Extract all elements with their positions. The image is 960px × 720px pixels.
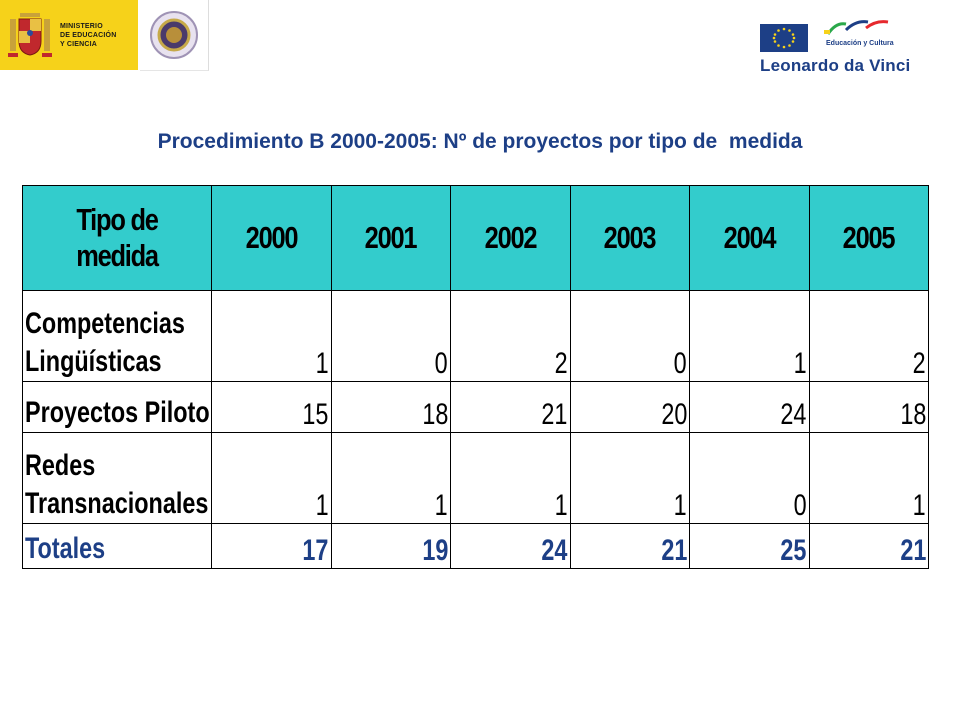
- table-row: [23, 291, 929, 382]
- page-title: Procedimiento B 2000-2005: Nº de proyectos por tipo de medida: [157, 130, 803, 153]
- table-cell: 15: [212, 382, 332, 433]
- table-cell: 20: [570, 382, 690, 433]
- table-cell: 18: [331, 382, 451, 433]
- total-cell: 19: [331, 524, 451, 569]
- table-cell: 0: [331, 291, 451, 382]
- projects-table: [22, 185, 929, 569]
- arcs-icon: [822, 18, 902, 36]
- table-cell: 0: [570, 291, 690, 382]
- table-cell: 24: [690, 382, 810, 433]
- table-cell: 0: [690, 433, 810, 524]
- header-cell-year: 2000: [212, 186, 332, 291]
- header-cell-label: Tipo de medida: [23, 186, 212, 291]
- leonardo-da-vinci-logo: [760, 18, 930, 80]
- row-label: Totales: [23, 524, 212, 569]
- table-cell: 21: [451, 382, 571, 433]
- table-cell: 2: [809, 291, 929, 382]
- total-cell: 24: [451, 524, 571, 569]
- header-cell-year: 2004: [690, 186, 810, 291]
- table-cell: 1: [570, 433, 690, 524]
- row-label: Redes Transnacionales: [23, 433, 212, 524]
- seal-icon: [149, 10, 199, 60]
- header-cell-year: 2001: [331, 186, 451, 291]
- table-row: [23, 433, 929, 524]
- header-cell-year: 2002: [451, 186, 571, 291]
- table-cell: 1: [451, 433, 571, 524]
- totals-row: [23, 524, 929, 569]
- coat-of-arms-icon: [8, 9, 52, 61]
- table-cell: 1: [331, 433, 451, 524]
- agency-seal: [140, 0, 209, 71]
- program-name: Leonardo da Vinci: [760, 56, 911, 75]
- table-row: [23, 382, 929, 433]
- eu-tagline: Educación y Cultura: [826, 40, 894, 47]
- eu-flag-icon: [760, 24, 808, 52]
- ministry-logo: [0, 0, 138, 70]
- ministry-text: MINISTERIO DE EDUCACIÓN Y CIENCIA: [60, 22, 117, 48]
- header-cell-year: 2005: [809, 186, 929, 291]
- table-cell: 1: [690, 291, 810, 382]
- total-cell: 21: [809, 524, 929, 569]
- row-label: Competencias Lingüísticas: [23, 291, 212, 382]
- total-cell: 25: [690, 524, 810, 569]
- table-cell: 1: [212, 291, 332, 382]
- total-cell: 17: [212, 524, 332, 569]
- table-cell: 1: [809, 433, 929, 524]
- header-cell-year: 2003: [570, 186, 690, 291]
- table-cell: 2: [451, 291, 571, 382]
- table-header-row: [23, 186, 929, 291]
- table-cell: 18: [809, 382, 929, 433]
- table-cell: 1: [212, 433, 332, 524]
- row-label: Proyectos Piloto: [23, 382, 212, 433]
- total-cell: 21: [570, 524, 690, 569]
